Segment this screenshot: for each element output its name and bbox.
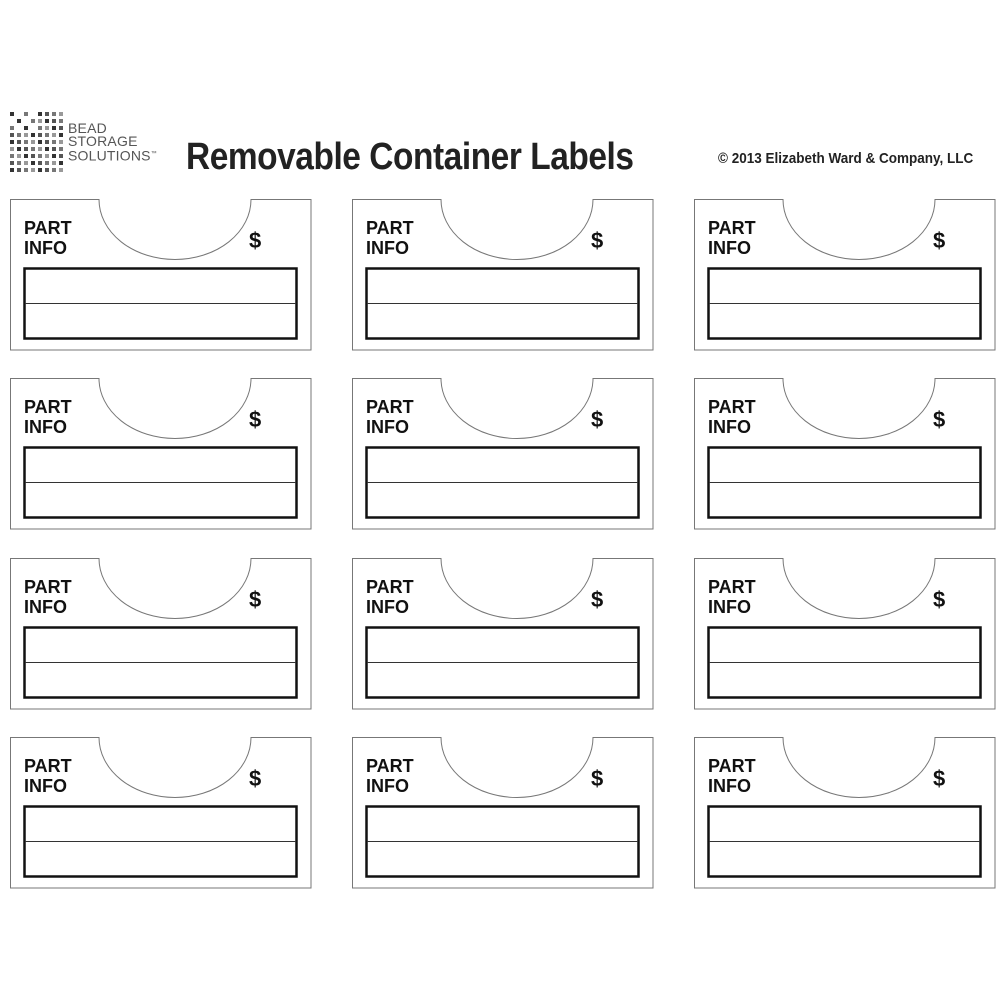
container-label (352, 737, 654, 889)
part-info-heading (24, 756, 72, 796)
price-symbol: $ (249, 587, 262, 612)
container-label (694, 737, 996, 889)
info-text: INFO (24, 597, 67, 617)
info-text: INFO (366, 776, 409, 796)
part-text: PART (24, 218, 72, 238)
info-text: INFO (708, 597, 751, 617)
info-text: INFO (708, 238, 751, 258)
logo-line-solutions: SOLUTIONS (68, 147, 151, 164)
price-symbol: $ (249, 766, 262, 791)
info-text: INFO (24, 417, 67, 437)
container-label (694, 378, 996, 530)
part-info-heading (708, 218, 756, 258)
info-text: INFO (366, 238, 409, 258)
container-label (352, 378, 654, 530)
part-text: PART (366, 577, 414, 597)
part-info-heading (24, 577, 72, 617)
container-label (352, 199, 654, 351)
container-label (694, 558, 996, 710)
logo-text (68, 122, 157, 163)
bead-dots-logo-icon (6, 108, 66, 172)
part-info-heading (366, 756, 414, 796)
info-text: INFO (24, 238, 67, 258)
price-symbol: $ (249, 407, 262, 432)
part-text: PART (708, 756, 756, 776)
container-label (352, 558, 654, 710)
part-text: PART (24, 756, 72, 776)
part-info-heading (366, 218, 414, 258)
container-label (10, 558, 312, 710)
part-text: PART (366, 218, 414, 238)
price-symbol: $ (933, 228, 946, 253)
info-text: INFO (24, 776, 67, 796)
part-text: PART (708, 577, 756, 597)
part-text: PART (708, 218, 756, 238)
container-label (694, 199, 996, 351)
price-symbol: $ (249, 228, 262, 253)
copyright-notice: © 2013 Elizabeth Ward & Company, LLC (718, 150, 974, 167)
part-info-heading (366, 577, 414, 617)
logo-line-storage: STORAGE (68, 133, 138, 149)
page-title: Removable Container Labels (186, 136, 634, 178)
info-text: INFO (366, 597, 409, 617)
price-symbol: $ (933, 407, 946, 432)
price-symbol: $ (591, 766, 604, 791)
part-text: PART (24, 397, 72, 417)
info-text: INFO (708, 776, 751, 796)
price-symbol: $ (933, 766, 946, 791)
info-text: INFO (708, 417, 751, 437)
part-info-heading (708, 577, 756, 617)
info-text: INFO (366, 417, 409, 437)
part-info-heading (366, 397, 414, 437)
trademark: ™ (150, 151, 157, 157)
part-text: PART (366, 756, 414, 776)
container-label (10, 378, 312, 530)
container-label (10, 199, 312, 351)
logo-line-bead: BEAD (68, 120, 107, 136)
part-info-heading (708, 397, 756, 437)
part-info-heading (24, 218, 72, 258)
price-symbol: $ (591, 587, 604, 612)
part-text: PART (366, 397, 414, 417)
price-symbol: $ (591, 407, 604, 432)
part-info-heading (708, 756, 756, 796)
part-text: PART (24, 577, 72, 597)
part-text: PART (708, 397, 756, 417)
price-symbol: $ (591, 228, 604, 253)
container-label (10, 737, 312, 889)
price-symbol: $ (933, 587, 946, 612)
part-info-heading (24, 397, 72, 437)
